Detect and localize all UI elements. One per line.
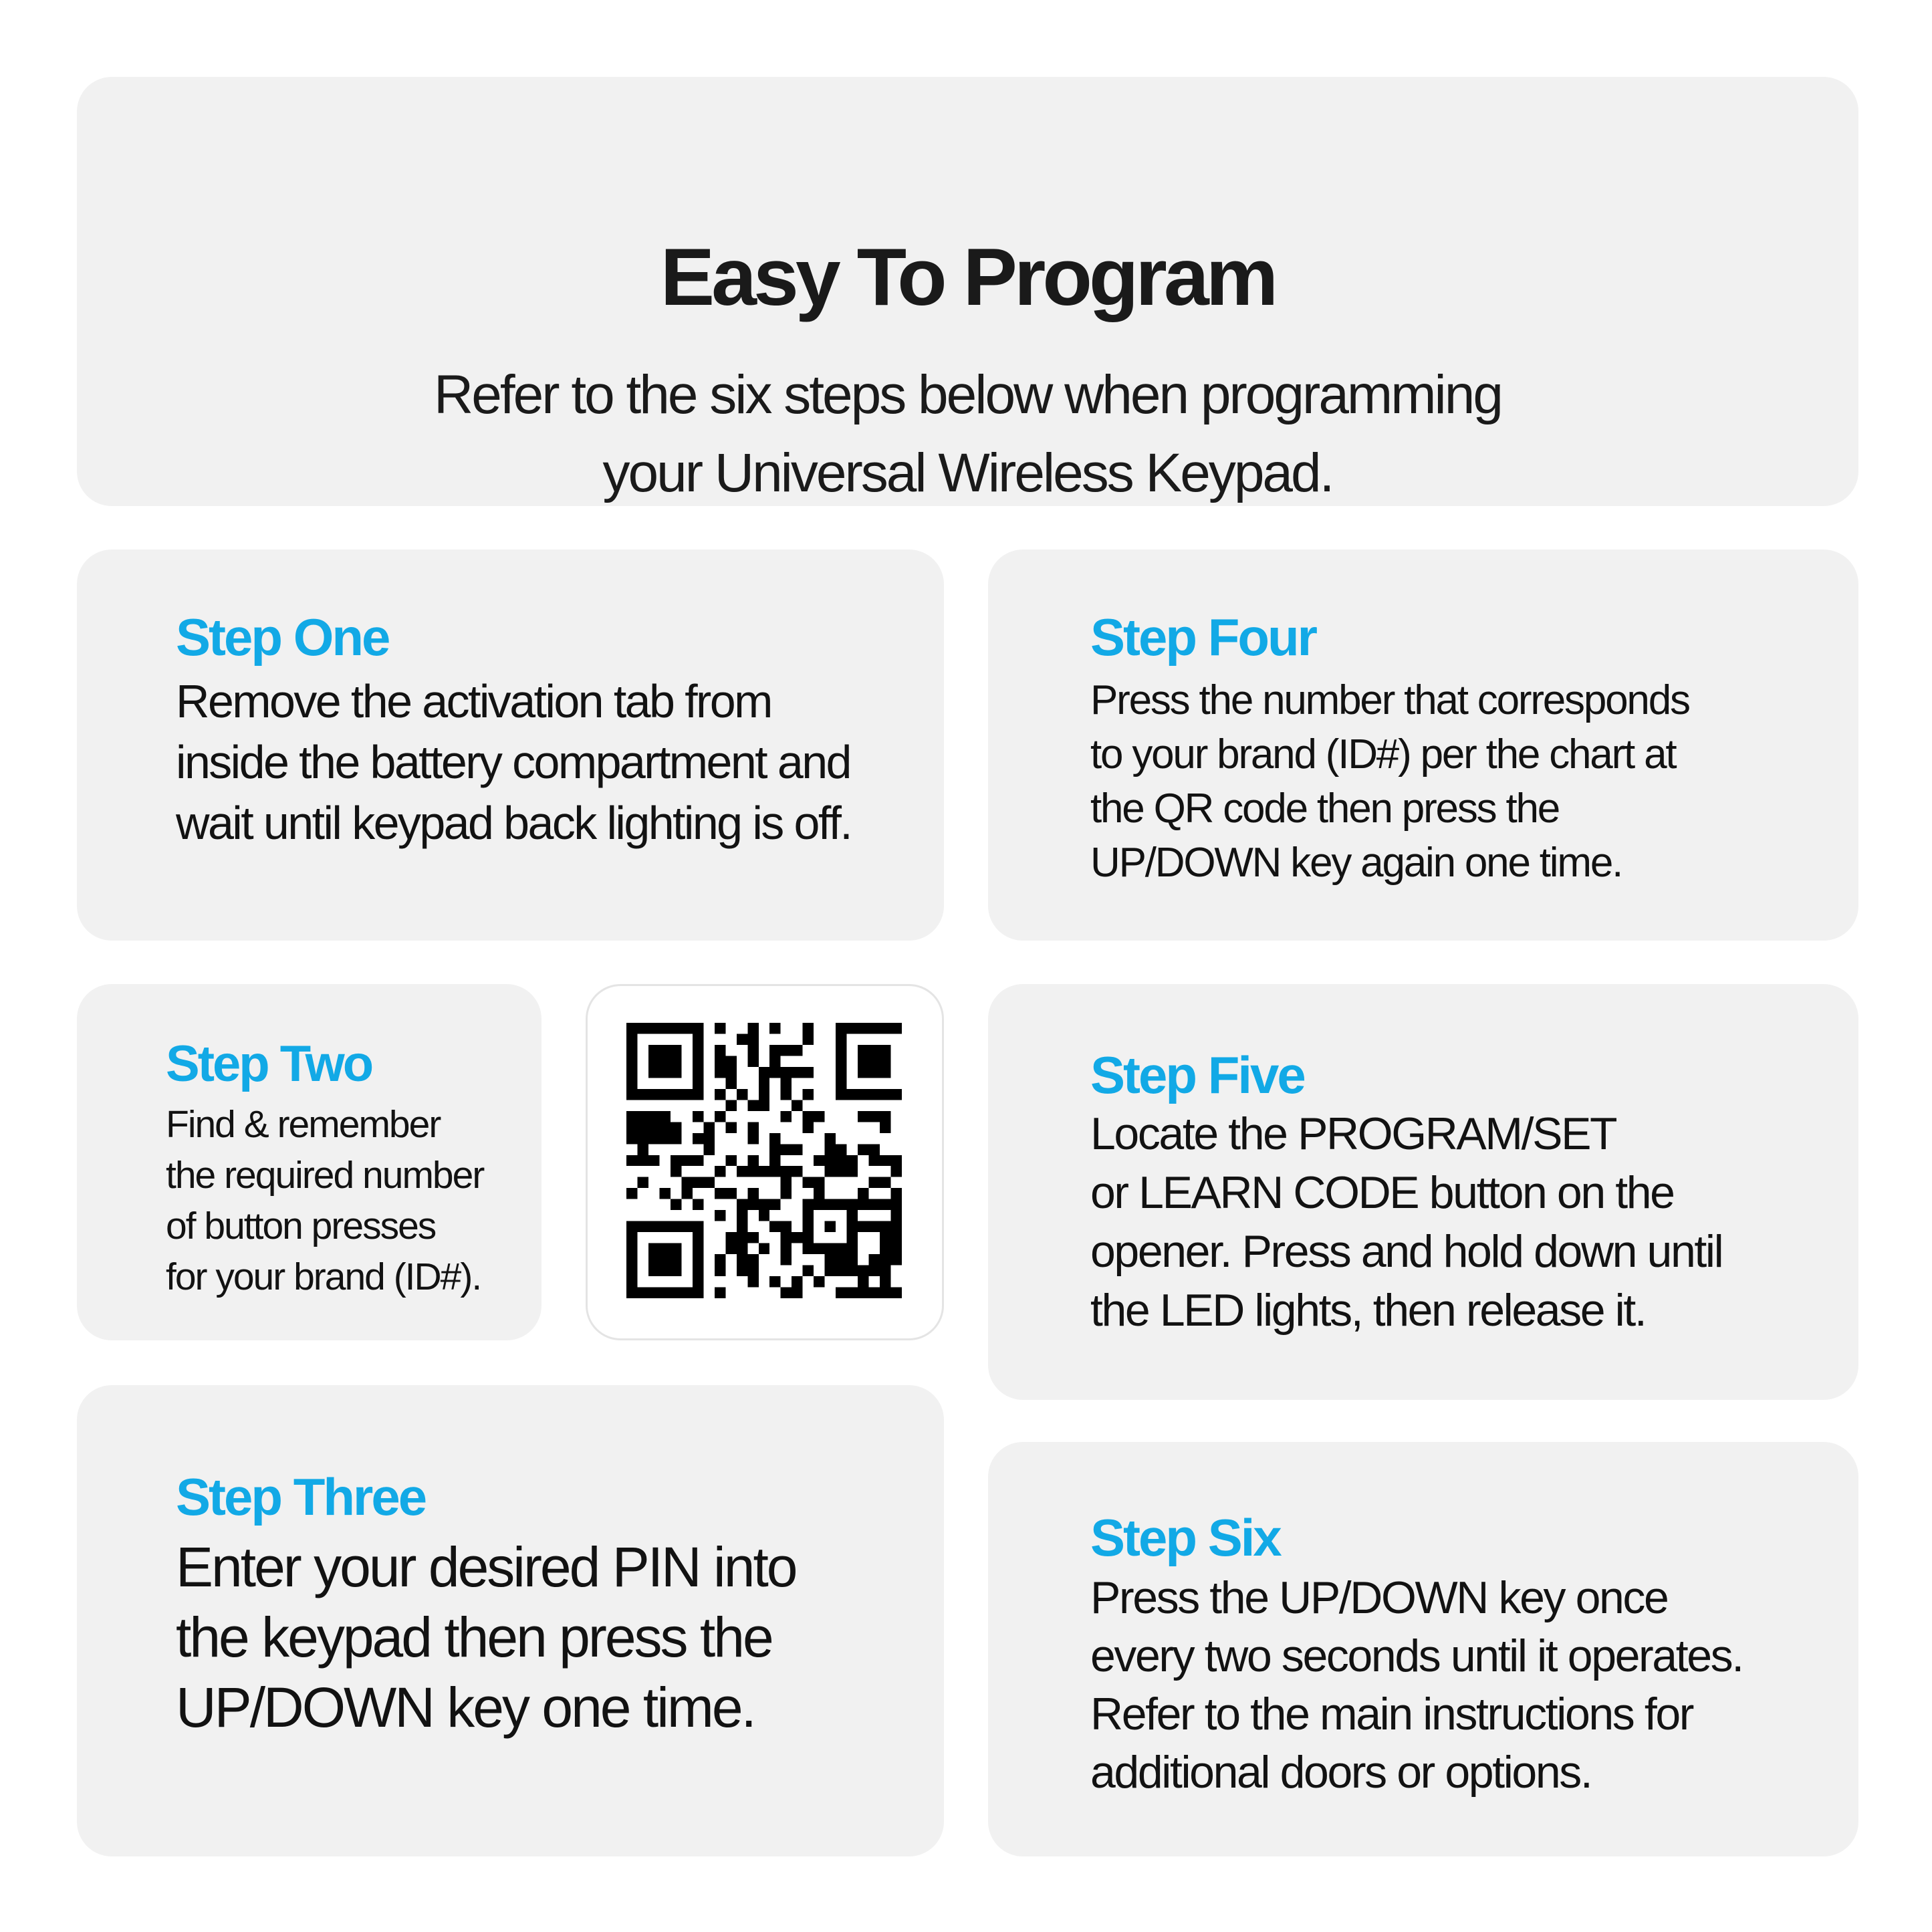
step-four-text	[1090, 673, 1689, 890]
step-one-heading: Step One	[176, 608, 389, 667]
header-card	[77, 77, 1858, 506]
step-six-text	[1090, 1569, 1743, 1802]
qr-code-icon[interactable]	[626, 1023, 902, 1298]
step-text-line: or LEARN CODE button on the	[1090, 1167, 1674, 1218]
step-text-line: Remove the activation tab from	[176, 675, 771, 727]
step-text-line: the QR code then press the	[1090, 786, 1560, 832]
step-two-heading: Step Two	[166, 1036, 372, 1092]
qr-code-card[interactable]	[586, 984, 944, 1340]
step-three-heading: Step Three	[176, 1467, 426, 1526]
subtitle-line: your Universal Wireless Keypad.	[602, 443, 1333, 503]
step-text-line: Refer to the main instructions for	[1090, 1689, 1693, 1739]
step-text-line: UP/DOWN key again one time.	[1090, 840, 1622, 886]
step-text-line: every two seconds until it operates.	[1090, 1631, 1743, 1681]
step-six-heading: Step Six	[1090, 1508, 1280, 1567]
page-title: Easy To Program	[660, 231, 1276, 322]
step-one-text	[176, 671, 851, 854]
page-subtitle	[77, 356, 1858, 512]
step-two-card	[77, 984, 541, 1340]
step-three-card	[77, 1385, 944, 1856]
step-text-line: additional doors or options.	[1090, 1747, 1592, 1798]
step-five-text	[1090, 1104, 1722, 1340]
step-text-line: wait until keypad back lighting is off.	[176, 797, 852, 849]
step-text-line: Press the number that corresponds	[1090, 677, 1689, 723]
step-two-text	[166, 1099, 483, 1302]
step-text-line: of button presses	[166, 1205, 436, 1247]
step-four-heading: Step Four	[1090, 608, 1316, 667]
step-text-line: Enter your desired PIN into	[176, 1536, 796, 1598]
step-text-line: Locate the PROGRAM/SET	[1090, 1108, 1616, 1159]
step-text-line: opener. Press and hold down until	[1090, 1226, 1723, 1277]
step-five-heading: Step Five	[1090, 1046, 1304, 1104]
step-five-card	[988, 984, 1858, 1400]
step-text-line: the LED lights, then release it.	[1090, 1285, 1646, 1336]
step-text-line: inside the battery compartment and	[176, 736, 850, 788]
step-one-card	[77, 550, 944, 941]
step-text-line: for your brand (ID#).	[166, 1255, 481, 1298]
step-text-line: the required number	[166, 1154, 484, 1197]
step-text-line: Find & remember	[166, 1103, 441, 1146]
step-six-card	[988, 1442, 1858, 1856]
step-text-line: Press the UP/DOWN key once	[1090, 1572, 1668, 1623]
step-three-text	[176, 1532, 796, 1743]
step-text-line: the keypad then press the	[176, 1606, 772, 1669]
step-text-line: UP/DOWN key one time.	[176, 1676, 755, 1739]
step-four-card	[988, 550, 1858, 941]
step-text-line: to your brand (ID#) per the chart at	[1090, 731, 1676, 777]
subtitle-line: Refer to the six steps below when programming	[434, 364, 1501, 425]
